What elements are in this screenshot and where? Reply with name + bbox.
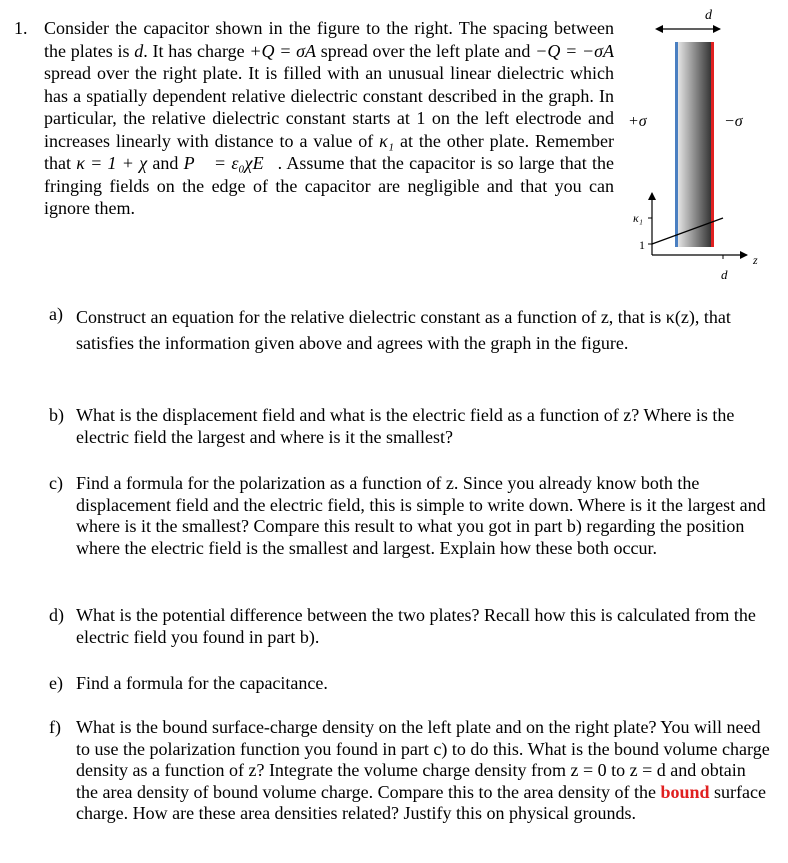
part-f-emphasis: bound: [660, 781, 710, 802]
part-d-label: d): [49, 605, 64, 625]
one-tick-label: 1: [639, 238, 645, 252]
intro-text-8: at the other plate. Remember that: [44, 130, 614, 173]
intro-math-kappa-relation: κ = 1 + χ: [76, 153, 148, 173]
capacitor-figure-svg: [620, 0, 788, 290]
part-d: [49, 605, 771, 648]
intro-text-10: and: [147, 153, 184, 173]
intro-math-negative-charge: −Q = −σA: [535, 40, 614, 61]
part-f-text: [76, 717, 771, 825]
part-f-text-before: What is the bound surface-charge density on the left plate and on the right plate? You will need to use the polarization function you found in part c) to do this. What is the bound volume charge density as a function of z? Integrate the volume charge density from z = 0 to z = d and obtain the area density of bound volume charge. Compare this to the area density of the: [76, 717, 770, 802]
part-f-text-after: surface charge. How are these area densities related? Justify this on physical grounds.: [76, 781, 767, 823]
kappa1-tick-label: κ₁: [633, 211, 643, 225]
left-plate: [675, 42, 678, 247]
intro-text-2: . It has charge: [143, 40, 250, 61]
part-a: [49, 304, 771, 356]
d-tick-label: d: [721, 267, 728, 282]
problem-intro-text: [44, 17, 614, 220]
right-plate: [711, 42, 714, 247]
part-a-text: Construct an equation for the relative dielectric constant as a function of z, that is κ(z), that satisfies the information given above and agrees with the graph in the figure.: [76, 307, 731, 353]
left-charge-label: +σ: [628, 113, 647, 130]
intro-text-12: . Assume that the capacitor is so large that the fringing fields on the edge of the capacitor are negligible and that you can ignore them.: [44, 153, 614, 218]
part-c-label: c): [49, 473, 63, 493]
intro-math-d: d: [134, 40, 144, 61]
part-b-label: b): [49, 405, 64, 425]
intro-math-polarization: P⃗ = ε₀χE⃗: [183, 153, 278, 173]
capacitor-figure: [620, 0, 788, 290]
part-d-text: What is the potential difference between the two plates? Recall how this is calculated from the electric field you found in part b).: [76, 605, 756, 647]
part-a-label: a): [49, 304, 63, 324]
part-e-label: e): [49, 673, 63, 693]
part-c-text: Find a formula for the polarization as a function of z. Since you already know both the displacement field and the electric field, this is simple to write down. Where is it the largest and where is it the smallest? Compare this result to what you got in part b) regarding the position where the electric field is the smallest and largest. Explain how these both occur.: [76, 473, 766, 558]
dielectric-slab: [675, 42, 713, 247]
spacing-label: d: [705, 8, 712, 23]
part-f-label: f): [49, 717, 61, 737]
part-c: [49, 473, 771, 559]
intro-text-6: spread over the right plate. It is filled with an unusual linear dielectric which has a spatially dependent relative dielectric constant described in the graph. In particular, the relative dielectric constant starts at 1 on the left electrode and increases linearly with distance to a value of: [44, 63, 614, 151]
part-e-text: Find a formula for the capacitance.: [76, 673, 328, 693]
intro-text-0: Consider the capacitor shown in the figure to the right. The spacing between the plates is: [44, 18, 614, 61]
right-charge-label: −σ: [724, 113, 743, 130]
part-f: [49, 717, 771, 825]
intro-math-kappa1: κ₁: [379, 130, 395, 151]
z-axis-label: z: [753, 253, 758, 267]
part-e: [49, 673, 771, 695]
part-b-text: What is the displacement field and what is the electric field as a function of z? Where is the electric field the largest and where is it the smallest?: [76, 405, 735, 447]
part-b: [49, 405, 771, 448]
intro-math-positive-charge: +Q = σA: [249, 40, 317, 61]
problem-statement: [14, 17, 614, 220]
problem-number: 1.: [14, 18, 28, 38]
intro-text-4: spread over the left plate and: [316, 40, 536, 61]
